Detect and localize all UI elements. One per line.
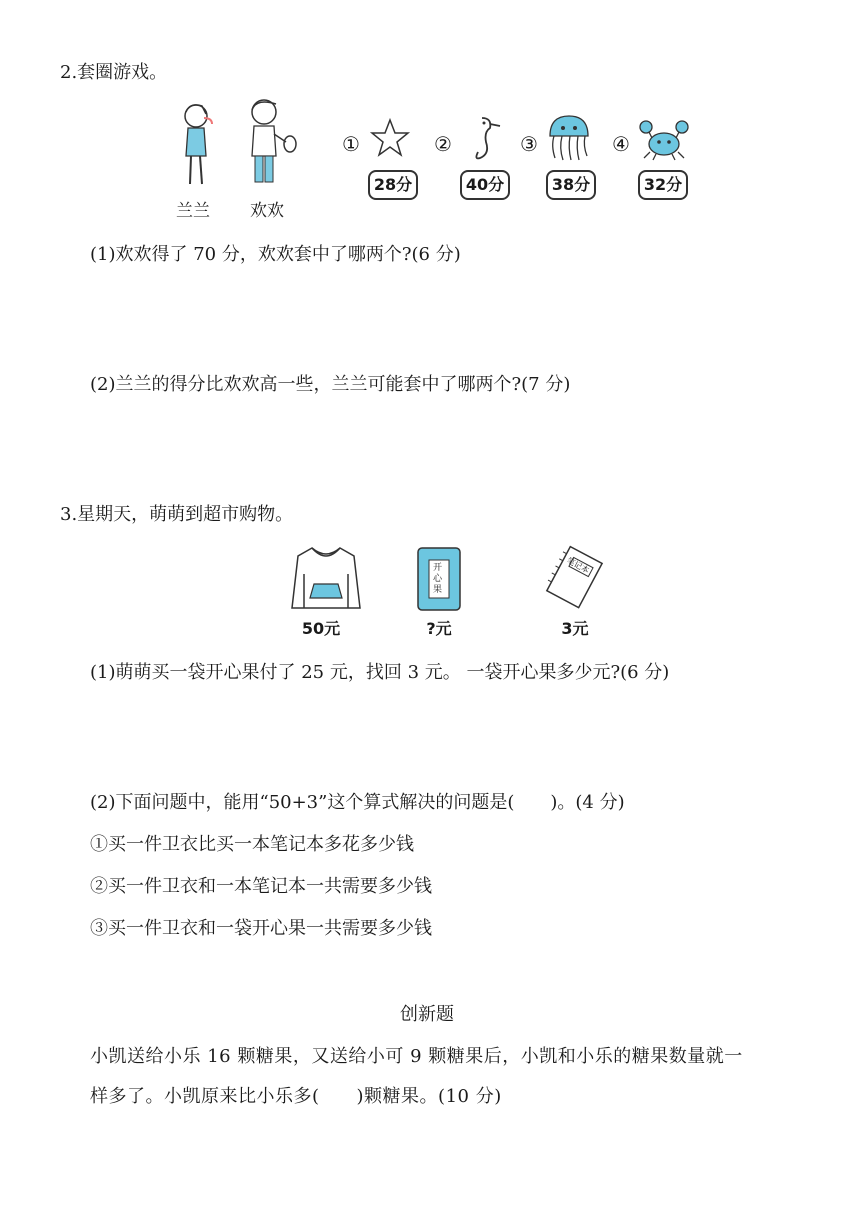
crab-icon bbox=[638, 118, 690, 162]
hoodie-icon bbox=[290, 544, 362, 612]
q3-title: 3.星期天，萌萌到超市购物。 bbox=[60, 504, 294, 525]
innovation-line-2: 样多了。小凯原来比小乐多( )颗糖果。(10 分) bbox=[90, 1086, 502, 1107]
innovation-heading: 创新题 bbox=[400, 1004, 454, 1025]
item-number-1: ① bbox=[342, 132, 360, 156]
item-number-3: ③ bbox=[520, 132, 538, 156]
boy-illustration bbox=[242, 96, 302, 192]
kid-name-huanhuan: 欢欢 bbox=[250, 201, 284, 221]
item-score-2: 40分 bbox=[460, 170, 510, 200]
price-hoodie: 50元 bbox=[301, 619, 341, 638]
price-notebook: 3元 bbox=[561, 619, 589, 638]
q3-option-3: ③买一件卫衣和一袋开心果一共需要多少钱 bbox=[90, 918, 432, 939]
q2-sub1: (1)欢欢得了 70 分，欢欢套中了哪两个?(6 分) bbox=[90, 244, 461, 265]
notebook-icon bbox=[542, 546, 606, 610]
q3-sub2: (2)下面问题中，能用“50+3”这个算式解决的问题是( )。(4 分) bbox=[90, 792, 625, 813]
pistachio-bag-label: 开心果 bbox=[433, 563, 443, 595]
girl-illustration bbox=[176, 100, 220, 192]
item-number-2: ② bbox=[434, 132, 452, 156]
q3-sub1: (1)萌萌买一袋开心果付了 25 元，找回 3 元。 一袋开心果多少元?(6 分) bbox=[90, 662, 670, 683]
item-score-1: 28分 bbox=[368, 170, 418, 200]
q2-sub2: (2)兰兰的得分比欢欢高一些，兰兰可能套中了哪两个?(7 分) bbox=[90, 374, 571, 395]
item-number-4: ④ bbox=[612, 132, 630, 156]
price-pistachio: ?元 bbox=[426, 619, 452, 638]
notebook-label: 笔记本 bbox=[565, 555, 591, 576]
jellyfish-icon bbox=[546, 112, 592, 164]
q2-title: 2.套圈游戏。 bbox=[60, 62, 168, 83]
seahorse-icon bbox=[462, 114, 502, 164]
item-score-4: 32分 bbox=[638, 170, 688, 200]
item-score-3: 38分 bbox=[546, 170, 596, 200]
q3-option-2: ②买一件卫衣和一本笔记本一共需要多少钱 bbox=[90, 876, 432, 897]
kid-name-lanlan: 兰兰 bbox=[176, 201, 210, 221]
q3-option-1: ①买一件卫衣比买一本笔记本多花多少钱 bbox=[90, 834, 414, 855]
starfish-icon bbox=[370, 118, 410, 158]
innovation-line-1: 小凯送给小乐 16 颗糖果，又送给小可 9 颗糖果后，小凯和小乐的糖果数量就一 bbox=[90, 1046, 743, 1067]
